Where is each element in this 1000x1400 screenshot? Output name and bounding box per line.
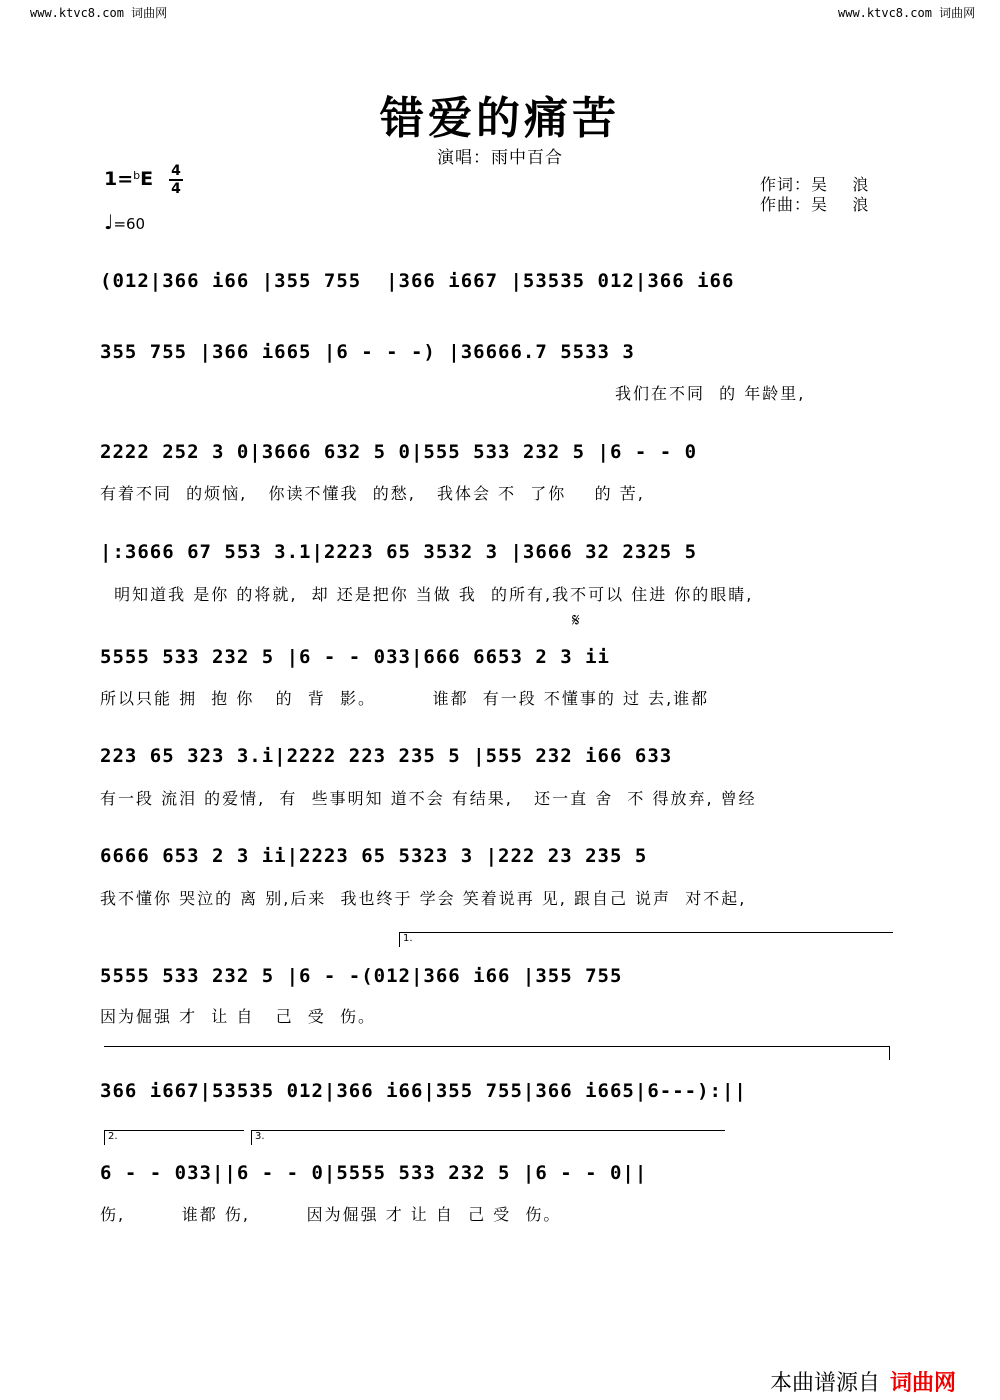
lyric-row: 伤, 谁都 伤, 因为倔强 才 让 自 己 受 伤。 [100, 1205, 562, 1224]
watermark-left: www.ktvc8.com 词曲网 [30, 6, 168, 20]
volta-continuation-line [104, 1046, 890, 1047]
lyric-row: 所以只能 拥 抱 你 的 背 影。 谁都 有一段 不懂事的 过 去,谁都 [100, 689, 710, 708]
segno-sign: 𝄋 [572, 610, 580, 631]
lyricist-credit: 作词：吴 浪 [760, 175, 870, 194]
notation-row: 5555 533 232 5 |6 - -(012|366 i66 |355 755 [100, 965, 623, 987]
lyric-row: 有一段 流泪 的爱情, 有 些事明知 道不会 有结果, 还一直 舍 不 得放弃, 曾经 [100, 789, 757, 808]
lyric-row: 我们在不同 的 年龄里, [615, 384, 806, 403]
tempo-mark: ♩=60 [104, 210, 146, 234]
notation-row: 366 i667|53535 012|366 i66|355 755|366 i665|6---):|| [100, 1080, 747, 1102]
notation-row: 355 755 |366 i665 |6 - - -) |36666.7 5533 3 [100, 341, 635, 363]
volta-bracket-3: 3. [251, 1130, 725, 1145]
notation-row: 6666 653 2 3 ii|2223 65 5323 3 |222 23 235 5 [100, 845, 648, 867]
notation-row: |:3666 67 553 3.1|2223 65 3532 3 |3666 32 2325 5 [100, 541, 698, 563]
lyric-row: 有着不同 的烦恼, 你读不懂我 的愁, 我体会 不 了你 的 苦, [100, 484, 645, 503]
singer-line: 演唱：雨中百合 [437, 148, 563, 168]
volta-bracket-1: 1. [399, 932, 893, 947]
notation-row: 223 65 323 3.i|2222 223 235 5 |555 232 i66 633 [100, 745, 673, 767]
composer-credit: 作曲：吴 浪 [760, 195, 870, 214]
key-signature: 1=$^b$E [104, 168, 154, 190]
notation-row: (012|366 i66 |355 755 |366 i667 |53535 012|366 i66 [100, 270, 735, 292]
notation-row: 2222 252 3 0|3666 632 5 0|555 533 232 5 |6 - - 0 [100, 441, 698, 463]
lyric-row: 明知道我 是你 的将就, 却 还是把你 当做 我 的所有,我不可以 住进 你的眼睛, [100, 585, 754, 604]
song-title: 错爱的痛苦 [380, 93, 620, 144]
lyric-row: 因为倔强 才 让 自 己 受 伤。 [100, 1007, 376, 1026]
lyric-row: 我不懂你 哭泣的 离 别,后来 我也终于 学会 笑着说再 见, 跟自己 说声 对不起, [100, 889, 747, 908]
volta-continuation-end [889, 1046, 890, 1060]
volta-bracket-2: 2. [104, 1130, 244, 1145]
notation-row: 5555 533 232 5 |6 - - 033|666 6653 2 3 ii [100, 646, 610, 668]
source-footer: 本曲谱源自 词曲网 [770, 1371, 957, 1396]
notation-row: 6 - - 033||6 - - 0|5555 533 232 5 |6 - - 0|| [100, 1162, 648, 1184]
footer-brand: 词曲网 [890, 1371, 957, 1396]
watermark-right: www.ktvc8.com 词曲网 [838, 6, 976, 20]
time-signature: 4 4 [169, 164, 183, 196]
